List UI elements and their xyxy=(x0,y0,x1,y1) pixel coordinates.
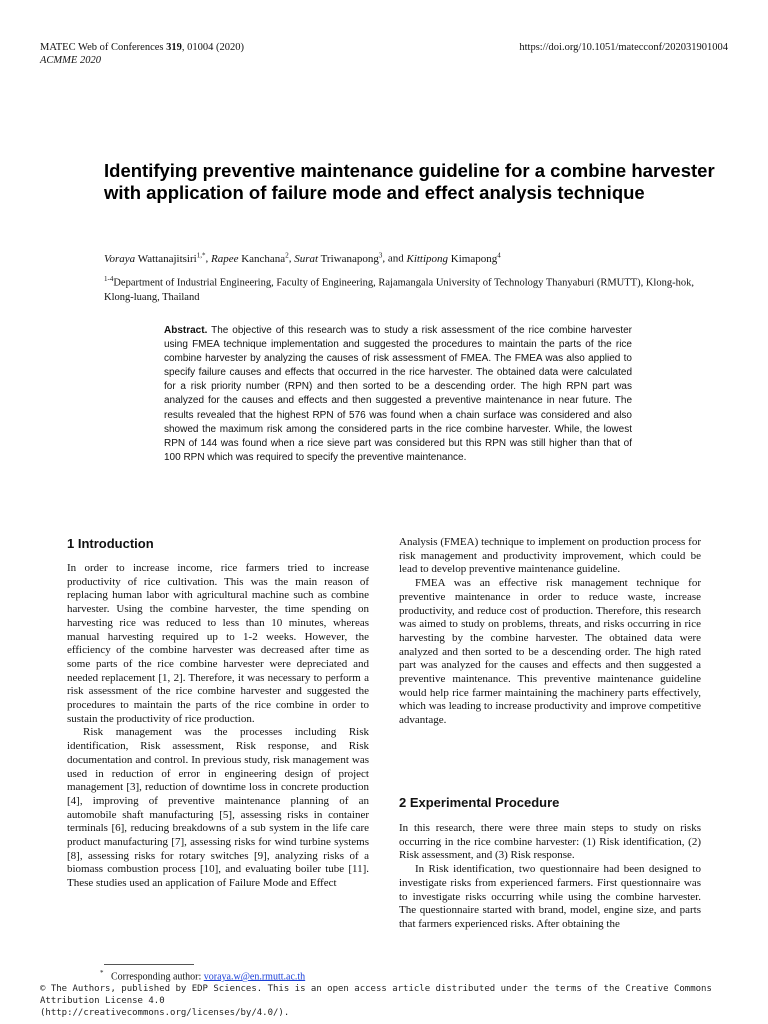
author: Surat Triwanapong$^3$ xyxy=(294,251,383,265)
journal-issue: , 01004 (2020) xyxy=(181,42,244,53)
paper-title: Identifying preventive maintenance guideline for a combine harvester with application of failure mode and effect analysis technique xyxy=(104,160,715,203)
section-heading-introduction: 1 Introduction xyxy=(67,536,154,551)
footnote-rule xyxy=(104,964,194,965)
footnote: * Corresponding author: voraya.w@en.rmutt.ac.th xyxy=(100,969,306,983)
author-list: Voraya Wattanajitsiri$^{1,*}$, Rapee Kanchana$^2$, Surat Triwanapong$^3$, and Kittipong Kimapong$^4$ xyxy=(104,251,501,265)
right-column-section2 xyxy=(399,822,701,932)
affiliation: $^{1-4}$Department of Industrial Engineering, Faculty of Engineering, Rajamangala University of Technology Thanyaburi (RMUTT), Klong-hok, Klong-luang, Thailand xyxy=(104,275,694,303)
license-link[interactable]: (http://creativecommons.org/licenses/by/4.0/). xyxy=(40,1008,290,1018)
abstract xyxy=(164,324,632,465)
author: Voraya Wattanajitsiri$^{1,*}$ xyxy=(104,251,206,265)
paragraph: In Risk identification, two questionnaire had been designed to investigate risks from experienced farmers. First questionnaire was to investigate risks occurring while using the combine harvester. The questionnaire started with brand, model, engine size, and parts that farmers experienced risks. After obtaining the xyxy=(399,863,701,930)
section-heading-experimental-procedure: 2 Experimental Procedure xyxy=(399,795,560,810)
running-header xyxy=(40,41,244,67)
right-column xyxy=(399,536,701,728)
author: Kittipong Kimapong$^4$ xyxy=(406,251,501,265)
left-column xyxy=(67,562,369,891)
doi-link[interactable]: https://doi.org/10.1051/matecconf/202031901004 xyxy=(519,42,728,53)
paragraph: In this research, there were three main steps to study on risks occurring in the rice combine harvester: (1) Risk identification, (2) Risk assessment, and (3) Risk response. xyxy=(399,822,701,862)
author: Rapee Kanchana$^2$ xyxy=(210,251,289,265)
abstract-label: Abstract. xyxy=(164,325,208,336)
paragraph: Analysis (FMEA) technique to implement on production process for risk management and productivity improvement, which could be lead to develop preventive maintenance guideline. xyxy=(399,536,701,576)
journal-citation xyxy=(40,41,244,54)
corresponding-email-link[interactable]: voraya.w@en.rmutt.ac.th xyxy=(203,971,306,983)
abstract-text: The objective of this research was to study a risk assessment of the rice combine harvester using FMEA technique implementation and suggested the procedures to maintain the parts of the rice combine harvester by analyzing the causes of risk assessment of FMEA. The FMEA was also applied to specify failure causes and effects that occurred in the rice harvester. The obtained data were calculated for a risk priority number (RPN) and then sorted to be a descending order. The high RPN part was analyzed for the causes and effects and then suggested a preventive maintenance in near future. The results revealed that the highest RPN of 576 was found when a chain surface was considered and also showed the maximum risk among the considered parts in the rice combine harvester. While, the lowest RPN of 144 was found when a rice sieve part was considered but this RPN was still higher than that of 100 RPN which was required to specify the preventive maintenance. xyxy=(164,325,632,463)
paragraph: In order to increase income, rice farmers tried to increase productivity of rice cultivation. This was the main reason of replacing human labor with agricultural machine such as combine harvester. Using the combine harvester, the time spending on harvesting rice was reduced to less than 10 minutes, whereas manual harvesting required up to 1-2 weeks. However, the efficiency of the combine harvester was decreased after time as some parts of the rice combine harvester were depreciated and needed replacement [1, 2]. Therefore, it was necessary to perform a risk assessment of the rice combine harvester and suggested the procedures to maintain the parts of the rice combine in order to sustain the productivity of rice production. xyxy=(67,562,369,725)
paragraph: Risk management was the processes including Risk identification, Risk assessment, Risk response, and Risk documentation and control. In previous study, risk management was used in reduction of error in engineering design of project management [3], reduction of downtime loss in concrete production [4], improving of preventive maintenance planning of an automobile shaft manufacturing [5], assessing risks in container terminals [6], reducing breakdowns of a sub system in the life care product manufacturing [7], assessing risks for wind turbine systems [8], assessing risks for rotary switches [9], analyzing risks of a biomass combustion process [10], and evaluating boiler tube [11]. These studies used an application of Failure Mode and Effect xyxy=(67,726,369,890)
journal-volume: 319 xyxy=(166,42,182,53)
conference-name: ACMME 2020 xyxy=(40,55,101,66)
journal-name: MATEC Web of Conferences xyxy=(40,42,167,53)
paragraph: FMEA was an effective risk management technique for preventive maintenance in order to reduce waste, increase productivity, and reduce cost of production. Therefore, this research was aimed to study on problems, threats, and risks occurring in rice harvesting by the combine harvester. The obtained data were analyzed and then sorted to be a descending order. The high rated part was analyzed for the causes and effects and then suggested a preventive maintenance. This preventive maintenance guideline would help rice farmer maintaining the machinery parts effectively, which was leading to increase productivity and improve competitive advantage. xyxy=(399,577,701,727)
license-notice: © The Authors, published by EDP Sciences. This is an open access article distributed under the terms of the Creative Commons Attribution License 4.0 (http://creativecommons.org/licenses/by/4.0/). xyxy=(40,983,730,1019)
